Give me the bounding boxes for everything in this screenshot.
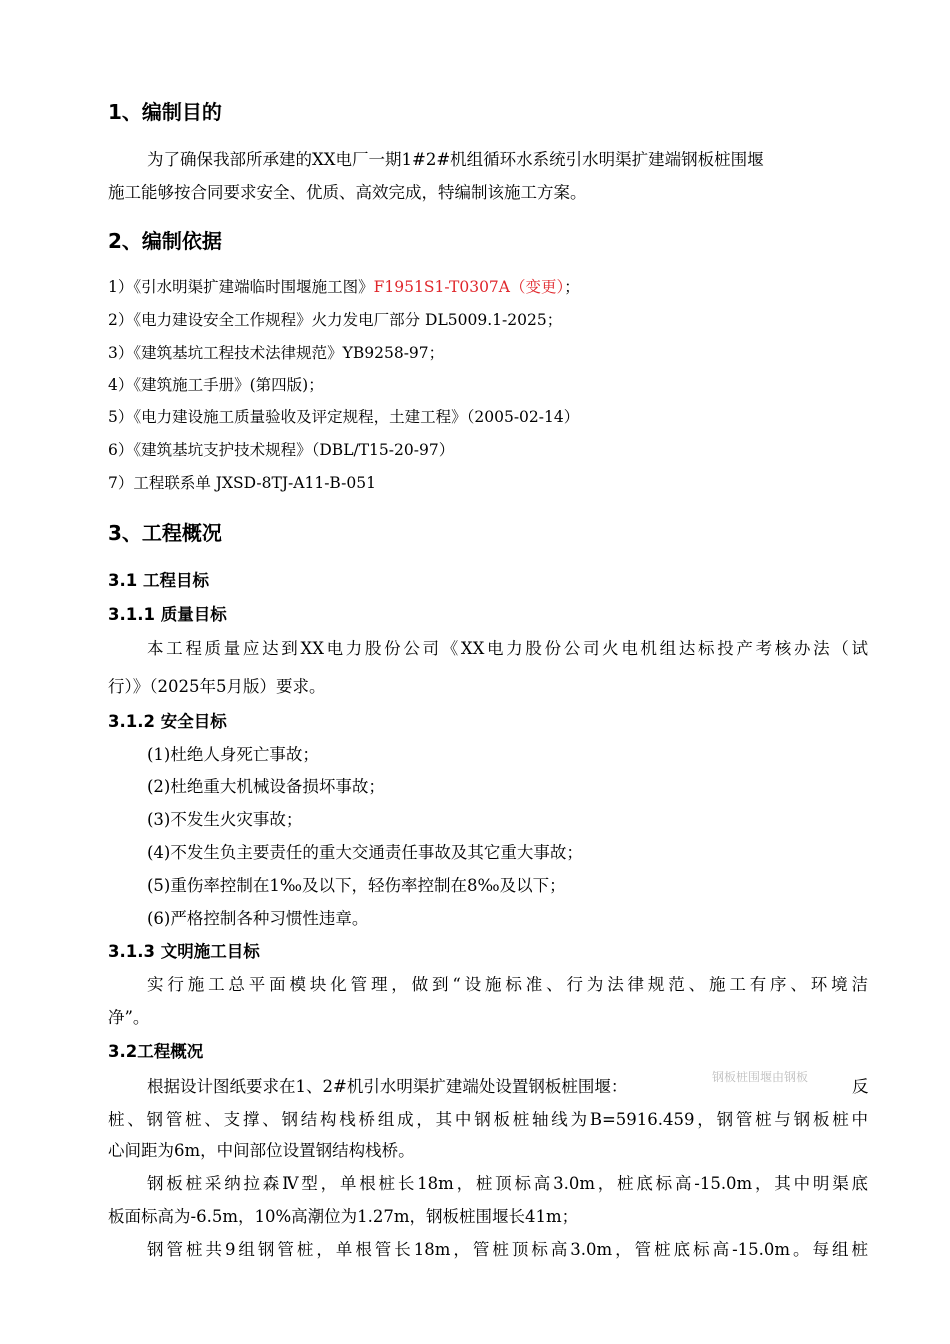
safety-item: (5)重伤率控制在1‰及以下，轻伤率控制在8‰及以下；: [147, 876, 566, 895]
overview-line-2: 桩、钢管桩、支撑、钢结构栈桥组成，其中钢板桩轴线为B=5916.459，钢管桩与钢板桩中: [108, 1110, 868, 1129]
reference-number: 6）: [108, 441, 134, 459]
reference-item: [108, 308, 562, 330]
reference-number: 3）: [108, 344, 134, 362]
safety-item: (4)不发生负主要责任的重大交通责任事故及其它重大事故；: [147, 843, 583, 862]
section-3-2-heading: 3.2工程概况: [108, 1042, 204, 1061]
section-2-heading: 2、编制依据: [108, 229, 222, 253]
quality-goal-line-1: 本工程质量应达到XX电力股份公司《XX电力股份公司火电机组达标投产考核办法（试: [147, 639, 868, 658]
overview-line-1: 根据设计图纸要求在1、2#机引水明渠扩建端处设置钢板桩围堰：: [147, 1077, 628, 1096]
civilized-goal-line-1: 实行施工总平面模块化管理，做到“设施标准、行为法律规范、施工有序、环境洁: [147, 975, 868, 994]
sheet-pile-line-2: 板面标高为-6.5m，10%高潮位为1.27m，钢板桩围堰长41m；: [108, 1207, 579, 1226]
reference-text: 《电力建设施工质量验收及评定规程，土建工程》（2005-02-14）: [133, 408, 580, 426]
reference-text: 《建筑基坑工程技术法律规范》YB9258-97；: [133, 344, 445, 362]
reference-number: 2）: [108, 311, 134, 329]
safety-item: (6)严格控制各种习惯性违章。: [147, 909, 369, 928]
section-3-1-2-heading: 3.1.2 安全目标: [108, 712, 227, 731]
section-3-1-3-heading: 3.1.3 文明施工目标: [108, 942, 260, 961]
reference-drawing-number: F1951S1-T0307A（变更）: [373, 278, 565, 296]
purpose-paragraph-line-2: 施工能够按合同要求安全、优质、高效完成，特编制该施工方案。: [108, 183, 587, 202]
steel-pipe-pile-line-1: 钢管桩共9组钢管桩，单根管长18m，管桩顶标高3.0m，管桩底标高-15.0m。每组桩: [147, 1240, 868, 1259]
overview-line-1-end: 反: [852, 1077, 869, 1096]
reference-item: [108, 438, 454, 460]
reference-text: 《引水明渠扩建端临时围堰施工图》: [133, 278, 374, 296]
civilized-goal-line-2: 净”。: [108, 1008, 150, 1027]
reference-number: 1）: [108, 278, 134, 296]
section-3-1-heading: 3.1 工程目标: [108, 571, 209, 590]
purpose-paragraph-line-1: 为了确保我部所承建的XX电厂一期1#2#机组循环水系统引水明渠扩建端钢板桩围堰: [147, 150, 764, 169]
reference-item: [108, 471, 376, 493]
reference-item: [108, 373, 324, 395]
reference-item: [108, 341, 444, 363]
section-1-heading: 1、编制目的: [108, 100, 222, 124]
overview-line-3: 心间距为6m，中间部位设置钢结构栈桥。: [108, 1141, 415, 1160]
reference-number: 4）: [108, 376, 134, 394]
reference-text: 《建筑基坑支护技术规程》（DBL/T15-20-97）: [133, 441, 455, 459]
reference-text: 《建筑施工手册》(第四版)；: [133, 376, 324, 394]
quality-goal-line-2: 行）》（2025年5月版）要求。: [108, 677, 326, 696]
faded-text-fragment: 钢板桩围堰由钢板: [712, 1070, 809, 1084]
reference-tail: ；: [564, 278, 580, 296]
safety-item: (3)不发生火灾事故；: [147, 810, 303, 829]
reference-text: 《电力建设安全工作规程》火力发电厂部分 DL5009.1-2025；: [133, 311, 563, 329]
safety-item: (1)杜绝人身死亡事故；: [147, 745, 319, 764]
section-3-1-1-heading: 3.1.1 质量目标: [108, 605, 227, 624]
reference-number: 7）: [108, 474, 134, 492]
sheet-pile-line-1: 钢板桩采纳拉森Ⅳ型，单根桩长18m，桩顶标高3.0m，桩底标高-15.0m，其中明渠底: [147, 1174, 868, 1193]
reference-item: [108, 275, 580, 297]
section-3-heading: 3、工程概况: [108, 521, 222, 545]
reference-item: [108, 405, 579, 427]
reference-text: 工程联系单 JXSD-8TJ-A11-B-051: [133, 474, 376, 492]
safety-item: (2)杜绝重大机械设备损坏事故；: [147, 777, 385, 796]
reference-number: 5）: [108, 408, 134, 426]
